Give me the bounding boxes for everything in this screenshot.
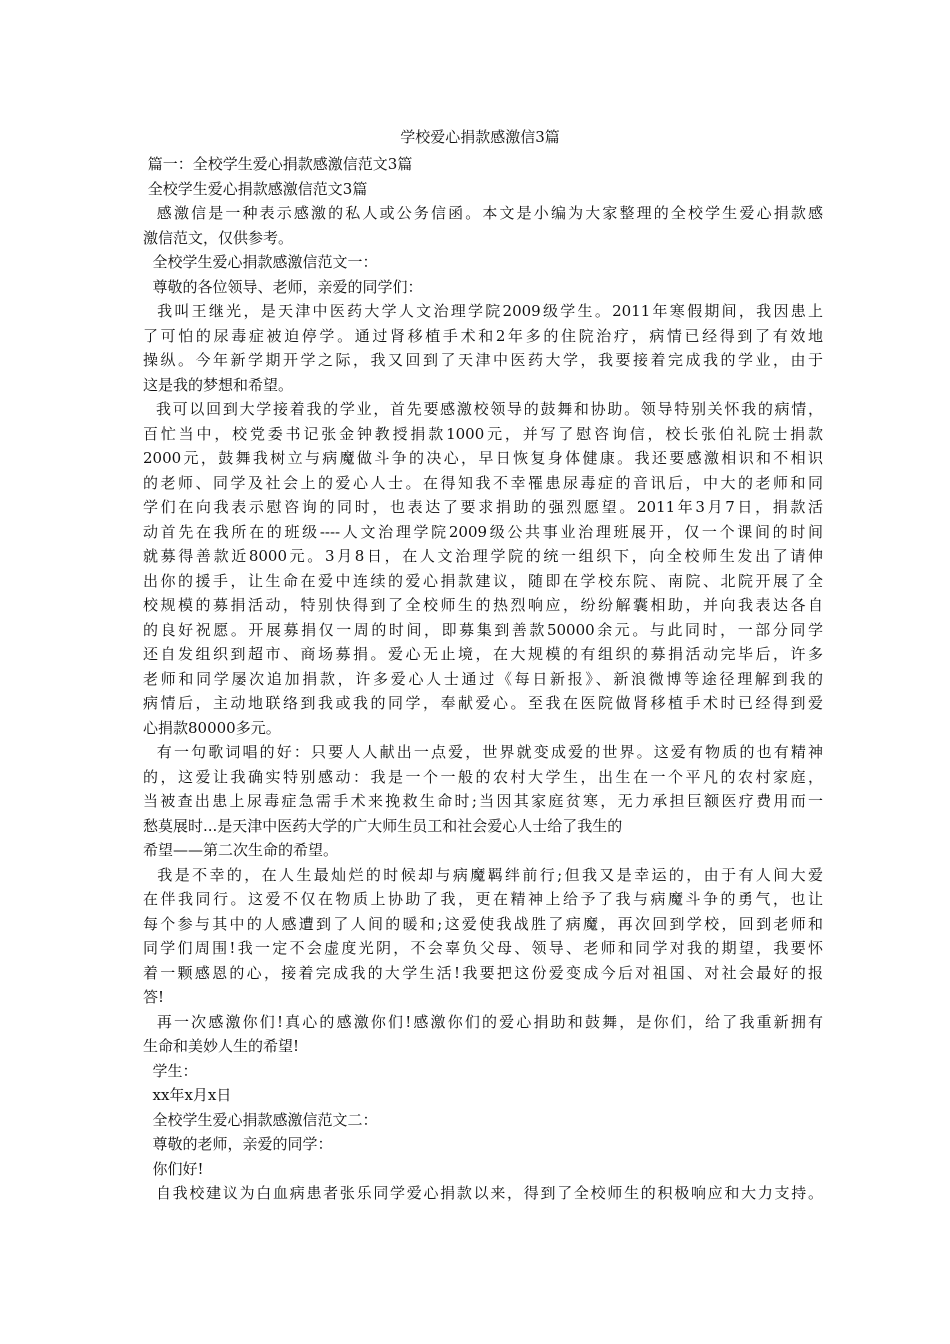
- body-line: 的老师、同学及社会上的爱心人士。在得知我不幸罹患尿毒症的音讯后，中大的老师和同: [143, 473, 823, 492]
- body-line: 这是我的梦想和希望。: [143, 375, 294, 394]
- body-line: 答!: [143, 988, 165, 1006]
- body-line: 你们好!: [143, 1159, 204, 1178]
- body-line: 出你的援手，让生命在爱中连续的爱心捐款建议，随即在学校东院、南院、北院开展了全: [143, 571, 823, 590]
- body-line: 尊敬的老师，亲爱的同学：: [143, 1135, 333, 1153]
- body-line: 老师和同学屡次追加捐款，许多爱心人士通过《每日新报》、新浪微博等途径理解到我的: [143, 669, 823, 688]
- body-line: 还自发组织到超市、商场募捐。爱心无止境，在大规模的有组织的募捐活动完毕后，许多: [143, 645, 823, 663]
- body-line: 每个参与其中的人感遭到了人间的暖和;这爱使我战胜了病魔，再次回到学校，回到老师和: [143, 914, 823, 933]
- body-line: 自我校建议为白血病患者张乐同学爱心捐款以来，得到了全校师生的积极响应和大力支持。: [143, 1184, 823, 1202]
- body-line: 百忙当中，校党委书记张金钟教授捐款1000元，并写了慰咨询信，校长张伯礼院士捐款: [143, 424, 823, 443]
- body-line: xx年x月x日: [143, 1086, 232, 1104]
- body-line: 希望——第二次生命的希望。: [143, 841, 339, 859]
- body-line: 生命和美妙人生的希望!: [143, 1037, 300, 1055]
- body-line: 学们在向我表示慰咨询的同时，也表达了要求捐助的强烈愿望。2011年3月7日，捐款活: [143, 498, 823, 516]
- document-body: [143, 152, 823, 1206]
- body-line: 心捐款80000多元。: [143, 718, 281, 737]
- body-line: 全校学生爱心捐款感激信范文一：: [143, 253, 378, 271]
- body-line: 激信范文，仅供参考。: [143, 228, 294, 247]
- body-line: 有一句歌词唱的好：只要人人献出一点爱，世界就变成爱的世界。这爱有物质的也有精神: [143, 743, 823, 761]
- body-line: 的，这爱让我确实特别感动：我是一个一般的农村大学生，出生在一个平凡的农村家庭，: [143, 767, 823, 786]
- body-line: 操纵。今年新学期开学之际，我又回到了天津中医药大学，我要接着完成我的学业，由于: [143, 351, 823, 369]
- body-line: 全校学生爱心捐款感激信范文3篇: [143, 179, 368, 198]
- body-line: 校规模的募捐活动，特别快得到了全校师生的热烈响应，纷纷解囊相助，并向我表达各自: [143, 596, 823, 614]
- document-page: [143, 123, 823, 1206]
- body-line: 再一次感激你们!真心的感激你们!感激你们的爱心捐助和鼓舞，是你们，给了我重新拥有: [143, 1012, 823, 1031]
- body-line: 感激信是一种表示感激的私人或公务信函。本文是小编为大家整理的全校学生爱心捐款感: [143, 204, 823, 222]
- body-line: 在伴我同行。这爱不仅在物质上协助了我，更在精神上给予了我与病魔斗争的勇气，也让: [143, 890, 823, 908]
- body-line: 病情后，主动地联络到我或我的同学，奉献爱心。至我在医院做肾移植手术时已经得到爱: [143, 694, 823, 712]
- body-line: 动首先在我所在的班级----人文治理学院2009级公共事业治理班展开，仅一个课间的时间: [143, 522, 823, 541]
- body-line: 全校学生爱心捐款感激信范文二：: [143, 1110, 378, 1129]
- body-line: 就募得善款近8000元。3月8日，在人文治理学院的统一组织下，向全校师生发出了请伸: [143, 547, 823, 565]
- body-line: 学生：: [143, 1061, 198, 1080]
- body-line: 愁莫展时...是天津中医药大学的广大师生员工和社会爱心人士给了我生的: [143, 816, 623, 835]
- body-line: 当被查出患上尿毒症急需手术来挽救生命时;当因其家庭贫寒，无力承担巨额医疗费用而一: [143, 792, 823, 810]
- body-line: 篇一：全校学生爱心捐款感激信范文3篇: [143, 155, 413, 173]
- body-line: 我叫王继光，是天津中医药大学人文治理学院2009级学生。2011年寒假期间，我因患上: [143, 302, 823, 320]
- body-line: 了可怕的尿毒症被迫停学。通过肾移植手术和2年多的住院治疗，病情已经得到了有效地: [143, 326, 823, 345]
- body-line: 着一颗感恩的心，接着完成我的大学生活!我要把这份爱变成今后对祖国、对社会最好的报: [143, 963, 823, 982]
- body-line: 尊敬的各位领导、老师，亲爱的同学们：: [143, 277, 423, 296]
- body-line: 2000元，鼓舞我树立与病魔做斗争的决心，早日恢复身体健康。我还要感激相识和不相识: [143, 449, 823, 467]
- body-line: 我可以回到大学接着我的学业，首先要感激校领导的鼓舞和协助。领导特别关怀我的病情，: [143, 400, 823, 418]
- body-line: 同学们周围!我一定不会虚度光阴，不会辜负父母、领导、老师和同学对我的期望，我要怀: [143, 939, 823, 957]
- document-title: 学校爱心捐款感激信3篇: [400, 128, 560, 146]
- body-line: 我是不幸的，在人生最灿烂的时候却与病魔羁绊前行;但我又是幸运的，由于有人间大爱: [143, 865, 823, 884]
- body-line: 的良好祝愿。开展募捐仅一周的时间，即募集到善款50000余元。与此同时，一部分同学: [143, 620, 823, 639]
